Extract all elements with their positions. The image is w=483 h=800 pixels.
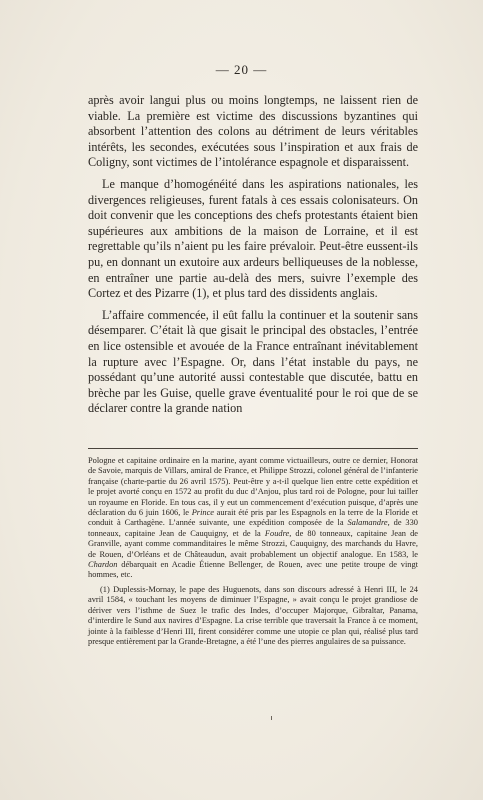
paragraph-2: Le manque d’homogénéité dans les aspirations nationales, les divergences religieuses, furent fatals à ces essais colonisateurs. On doit convenir que les conceptions des chefs protestants étaient bien supérieures aux ambitions de la maison de Lorraine, et il est regrettable qu’ils n’aient pu les faire prévaloir. Peut-être eussent-ils pu, en donnant un exutoire aux ardeurs belliqueuses de la noblesse, en entraîner une partie au-delà des mers, suivre l’exemple des Cortez et des Pizarre (1), et plus tard des dissidents anglais. [88,176,418,301]
page-number: — 20 — [215,62,268,77]
paragraph-1: après avoir langui plus ou moins longtemps, ne laissent rien de viable. La première est victime des discussions byzantines qui absorbent l’attention des colons au détriment de leurs véritables intérêts, les secondes, exécutées sous l’inspiration et aux frais de Coligny, sont victimes de l’intolérance espagnole et disparaissent. [88,93,418,170]
footnote-separator [88,448,418,449]
footnote-text-part: , de 330 tonneaux, capitaine Jean de Cauquigny, et de la [88,518,418,538]
footnote-text-part: aurait été pris par les Espagnols en la terre de la Floride et conduit à Carthagène. L’année suivante, une expédition composée de la [88,508,418,528]
footnote-text-part: débarquait en Acadie Étienne Bellenger, de Rouen, avec une petite troupe de vingt hommes, etc. [88,560,418,580]
ship-name: Chardon [88,560,118,570]
footnote-text-part: Pologne et capitaine ordinaire en la marine, ayant comme victuailleurs, outre ce dernier, Honorat de Savoie, marquis de Villars, amiral de France, et Philippe Strozzi, colonel général de l’infanterie française (charte-partie du 26 avril 1575). Peut-être y a-t-il quelque lien entre cette expédition et le projet avorté conçu en 1572 au profit du duc d’Anjou, plus tard roi de Pologne, pour lui tailler un royaume en Floride. En tous cas, il y eut un commencement d’exécution puisque, d’après une déclaration du 6 juin 1606, le [88,456,418,518]
ship-name: Foudre [264,528,290,538]
footnote-1: (1) Duplessis-Mornay, le pape des Huguenots, dans son discours adressé à Henri III, le 24 avril 1584, « touchant les moyens de diminuer l’Espagne, » avait conçu le projet grandiose de dériver vers l’isthme de Suez le trafic des Indes, d’occuper Majorque, Gibraltar, Panama, d’interdire le Sund aux navires d’Espagne. La crise terrible que traversait la France à ce moment, jointe à la faiblesse d’Henri III, firent considérer comme une utopie ce plan qui, réalisé plus tard presque entièrement par la Grande-Bretagne, a été l’une des pierres angulaires de sa puissance. [88,584,418,646]
main-text [88,93,418,423]
paragraph-3: L’affaire commencée, il eût fallu la continuer et la soutenir sans désemparer. C’était là que gisait le principal des obstacles, l’entrée en lice ostensible et avouée de la France entraînant inévitablement la rupture avec l’Espagne. Or, dans l’état instable du pays, ne possédant qu’une autorité aussi contestable que discutée, battu en brèche par les Guise, quelle grave éventualité pour le roi que de se déclarer contre la grande nation [88,307,418,416]
ship-name: Prince [191,508,215,518]
ship-name: Salamandre [347,518,388,528]
footnote-text-part: , de 80 tonneaux, capitaine Jean de Granville, ayant comme commanditaires le même Strozzi, Cauquigny, des marchands du Havre, de Rouen, d’Orléans et de Châteaudun, avait probablement un objectif analogue. En 1583, le [88,528,418,559]
printer-mark [271,716,272,720]
footnotes [88,456,418,651]
footnote-continued [88,456,418,581]
